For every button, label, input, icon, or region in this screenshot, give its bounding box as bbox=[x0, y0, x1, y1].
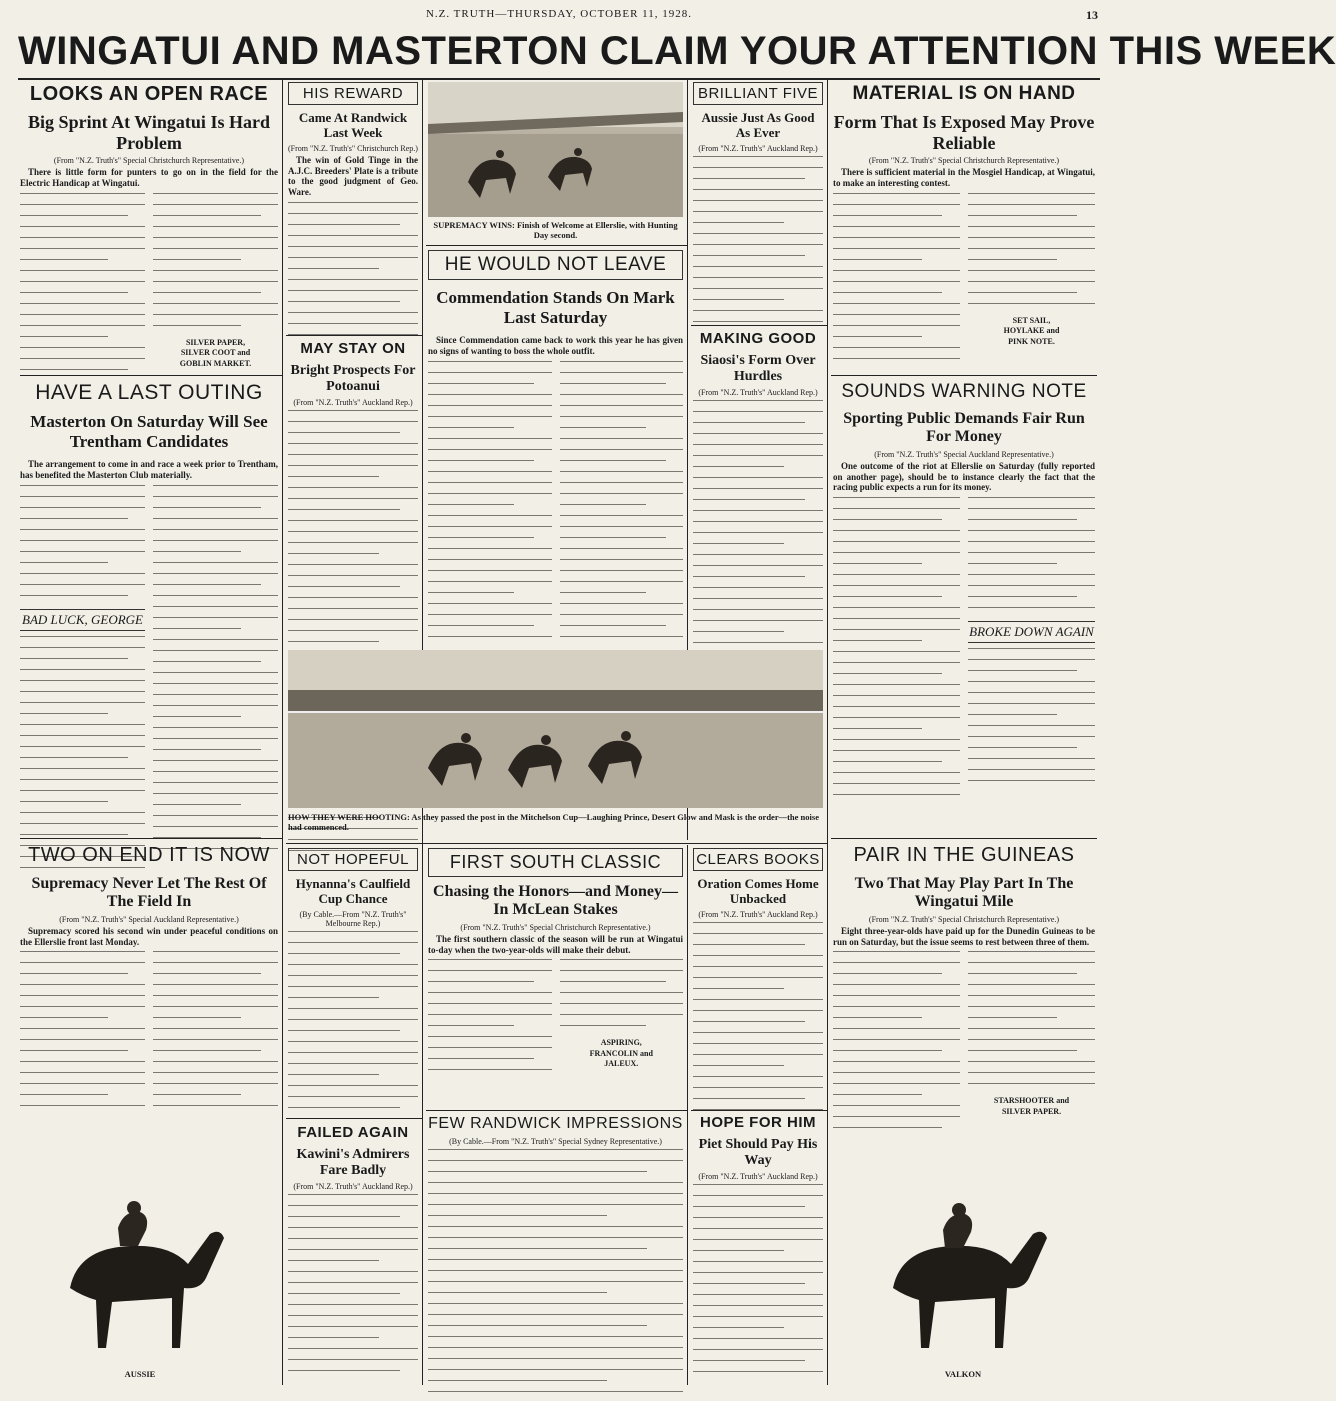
photo-valkon bbox=[863, 1168, 1063, 1378]
article-intro: The win of Gold Tinge in the A.J.C. Breeders' Plate is a tribute to the good judgment of Geo. Ware. bbox=[288, 154, 418, 198]
photo-caption: AUSSIE bbox=[124, 1369, 156, 1379]
body-text bbox=[20, 192, 145, 379]
article-headline: Sporting Public Demands Fair Run For Money bbox=[843, 410, 1085, 446]
article-byline: (By Cable.—From "N.Z. Truth's" Melbourne Rep.) bbox=[299, 909, 407, 928]
article-headline: Piet Should Pay His Way bbox=[698, 1137, 818, 1169]
body-text bbox=[833, 496, 960, 804]
article-byline: (From "N.Z. Truth's" Special Christchurch Representative.) bbox=[53, 156, 245, 166]
article-headline: Big Sprint At Wingatui Is Hard Problem bbox=[28, 112, 270, 153]
article-kicker: MAKING GOOD bbox=[699, 330, 817, 347]
body-text bbox=[560, 360, 684, 646]
article-headline: Commendation Stands On Mark Last Saturday bbox=[436, 288, 675, 327]
article-intro: Since Commendation came back to work this year he has given no signs of wanting to boss the whole outfit. bbox=[428, 335, 683, 356]
body-text bbox=[288, 201, 418, 344]
column-rule bbox=[282, 80, 283, 1385]
body-text bbox=[288, 930, 418, 1128]
body-text bbox=[428, 360, 552, 646]
article-headline: Masterton On Saturday Will See Trentham Candidates bbox=[30, 412, 268, 451]
article-south-classic bbox=[428, 848, 683, 1108]
article-kicker: FIRST SOUTH CLASSIC bbox=[449, 852, 662, 872]
article-byline: (From "N.Z. Truth's" Auckland Rep.) bbox=[293, 398, 413, 408]
selections: STARSHOOTER and SILVER PAPER. bbox=[993, 1096, 1070, 1116]
selections: ASPIRING, FRANCOLIN and JALEUX. bbox=[589, 1038, 653, 1069]
body-text bbox=[833, 950, 960, 1137]
masthead bbox=[20, 8, 1098, 24]
race-finish-illustration bbox=[428, 82, 683, 217]
article-kicker: HOPE FOR HIM bbox=[699, 1114, 816, 1131]
body-text bbox=[968, 647, 1095, 790]
article-intro: Supremacy scored his second win under peaceful conditions on the Ellerslie front last Monday. bbox=[20, 925, 278, 947]
article-byline: (From "N.Z. Truth's" Special Auckland Representative.) bbox=[59, 914, 239, 924]
article-headline: Siaosi's Form Over Hurdles bbox=[700, 353, 816, 385]
photo-aussie bbox=[40, 1168, 240, 1378]
body-text bbox=[968, 950, 1095, 1093]
body-text bbox=[153, 950, 278, 1115]
article-byline: (From "N.Z. Truth's" Auckland Rep.) bbox=[698, 1172, 818, 1182]
article-byline: (From "N.Z. Truth's" Auckland Rep.) bbox=[293, 1182, 413, 1192]
body-text bbox=[428, 1148, 683, 1401]
body-text bbox=[693, 399, 823, 652]
article-not-hopeful bbox=[288, 848, 418, 1113]
article-warning-note bbox=[833, 380, 1095, 835]
body-text bbox=[20, 484, 145, 605]
article-hope-for-him bbox=[693, 1114, 823, 1384]
article-headline: Supremacy Never Let The Rest Of The Field In bbox=[31, 875, 267, 911]
body-text bbox=[560, 958, 684, 1035]
body-text bbox=[20, 635, 145, 877]
body-text bbox=[288, 1193, 418, 1380]
article-kicker: FEW RANDWICK IMPRESSIONS bbox=[428, 1115, 683, 1132]
article-kicker: PAIR IN THE GUINEAS bbox=[853, 844, 1075, 866]
article-open-race bbox=[20, 82, 278, 372]
article-clears-books bbox=[693, 848, 823, 1108]
photo-supremacy bbox=[428, 82, 683, 242]
article-material bbox=[833, 82, 1095, 372]
mitchelson-cup-photo bbox=[288, 650, 823, 808]
article-headline: Hynanna's Caulfield Cup Chance bbox=[295, 876, 411, 906]
article-byline: (From "N.Z. Truth's" Special Christchurch Representative.) bbox=[868, 156, 1060, 166]
article-byline: (From "N.Z. Truth's" Special Christchurch Representative.) bbox=[868, 914, 1060, 924]
article-byline: (From "N.Z. Truth's" Christchurch Rep.) bbox=[288, 143, 418, 153]
body-text bbox=[693, 921, 823, 1119]
article-intro: The arrangement to come in and race a week prior to Trentham, has benefited the Masterton Club materially. bbox=[20, 459, 278, 480]
article-headline: Aussie Just As Good As Ever bbox=[701, 110, 815, 140]
horse-portrait-valkon bbox=[863, 1168, 1063, 1364]
article-his-reward bbox=[288, 82, 418, 332]
article-byline: (From "N.Z. Truth's" Auckland Rep.) bbox=[698, 388, 818, 398]
article-headline: Bright Prospects For Potoanui bbox=[290, 363, 416, 395]
body-text bbox=[968, 496, 1095, 617]
photo-caption: SUPREMACY WINS: Finish of Welcome at Ellerslie, with Hunting Day second. bbox=[433, 220, 678, 241]
body-text bbox=[968, 192, 1095, 313]
body-text bbox=[693, 155, 823, 331]
body-text bbox=[428, 958, 552, 1079]
article-kicker: BRILLIANT FIVE bbox=[697, 85, 819, 102]
article-kicker: HE WOULD NOT LEAVE bbox=[444, 254, 667, 275]
article-guineas bbox=[833, 843, 1095, 1383]
article-kicker: FAILED AGAIN bbox=[297, 1124, 409, 1141]
masthead-date: N.Z. TRUTH—THURSDAY, OCTOBER 11, 1928. bbox=[425, 8, 693, 20]
body-text bbox=[153, 484, 278, 877]
article-intro: The first southern classic of the season will be run at Wingatui to-day when the two-year-olds will make their debut. bbox=[428, 933, 683, 955]
article-failed-again bbox=[288, 1124, 418, 1384]
article-last-outing bbox=[20, 380, 278, 835]
article-headline: Oration Comes Home Unbacked bbox=[697, 876, 819, 906]
article-brilliant-five bbox=[693, 82, 823, 322]
photo-hooting bbox=[288, 650, 823, 840]
article-would-not-leave bbox=[428, 250, 683, 645]
article-kicker: HIS REWARD bbox=[302, 85, 404, 102]
photo-caption: VALKON bbox=[944, 1369, 982, 1379]
column-rule bbox=[687, 845, 688, 1385]
selections: SILVER PAPER, SILVER COOT and GOBLIN MARKET. bbox=[179, 337, 252, 368]
body-text bbox=[20, 950, 145, 1115]
race-field-illustration bbox=[288, 650, 823, 808]
banner-rule bbox=[18, 78, 1100, 80]
article-headline: Chasing the Honors—and Money—In McLean Stakes bbox=[433, 883, 678, 919]
article-kicker: LOOKS AN OPEN RACE bbox=[29, 83, 269, 105]
article-intro: Eight three-year-olds have paid up for the Dunedin Guineas to be run on Saturday, but the issue seems to rest between three of them. bbox=[833, 925, 1095, 947]
article-byline: (From "N.Z. Truth's" Special Christchurch Representative.) bbox=[460, 922, 651, 932]
article-kicker: NOT HOPEFUL bbox=[297, 851, 409, 868]
article-kicker: SOUNDS WARNING NOTE bbox=[841, 381, 1087, 402]
column-rule bbox=[827, 80, 828, 1385]
article-making-good bbox=[693, 330, 823, 645]
article-kicker: MAY STAY ON bbox=[300, 340, 406, 357]
race-finish-photo bbox=[428, 82, 683, 217]
article-byline: (From "N.Z. Truth's" Auckland Rep.) bbox=[698, 143, 818, 153]
article-two-on-end bbox=[20, 843, 278, 1383]
body-text bbox=[153, 192, 278, 335]
body-text bbox=[833, 192, 960, 368]
article-headline: Form That Is Exposed May Prove Reliable bbox=[833, 112, 1095, 153]
article-kicker: TWO ON END IT IS NOW bbox=[28, 844, 270, 866]
article-byline: (By Cable.—From "N.Z. Truth's" Special Sydney Representative.) bbox=[449, 1137, 662, 1146]
article-intro: One outcome of the riot at Ellerslie on Saturday (fully reported on another page), should be to instance clearly the fact that the racing public expects a run for its money. bbox=[833, 460, 1095, 493]
body-text bbox=[693, 1183, 823, 1381]
selections: SET SAIL, HOYLAKE and PINK NOTE. bbox=[1003, 315, 1060, 346]
article-intro: There is little form for punters to go on in the field for the Electric Handicap at Wingatui. bbox=[20, 167, 278, 189]
article-kicker: CLEARS BOOKS bbox=[696, 851, 820, 868]
article-headline: Kawini's Admirers Fare Badly bbox=[296, 1147, 410, 1179]
photo-caption: HOW THEY WERE HOOTING: As they passed the post in the Mitchelson Cup—Laughing Prince, Desert Glow and Mask is the order—the noise had commenced. bbox=[288, 812, 819, 833]
article-headline: Two That May Play Part In The Wingatui Mile bbox=[854, 875, 1074, 911]
article-byline: (From "N.Z. Truth's" Auckland Rep.) bbox=[698, 909, 818, 919]
subheading-broke-down: BROKE DOWN AGAIN bbox=[968, 621, 1095, 643]
article-byline: (From "N.Z. Truth's" Special Auckland Representative.) bbox=[874, 449, 1054, 459]
article-headline: Came At Randwick Last Week bbox=[298, 110, 408, 140]
subheading-bad-luck: BAD LUCK, GEORGE bbox=[20, 609, 145, 631]
page-number: 13 bbox=[1086, 8, 1098, 22]
article-randwick bbox=[428, 1114, 683, 1384]
article-kicker: HAVE A LAST OUTING bbox=[35, 381, 263, 404]
horse-portrait-aussie bbox=[40, 1168, 240, 1364]
article-kicker: MATERIAL IS ON HAND bbox=[852, 83, 1076, 104]
article-intro: There is sufficient material in the Mosgiel Handicap, at Wingatui, to make an interesting contest. bbox=[833, 167, 1095, 189]
page-banner-headline: WINGATUI AND MASTERTON CLAIM YOUR ATTENTION THIS WEEK bbox=[18, 29, 1336, 73]
